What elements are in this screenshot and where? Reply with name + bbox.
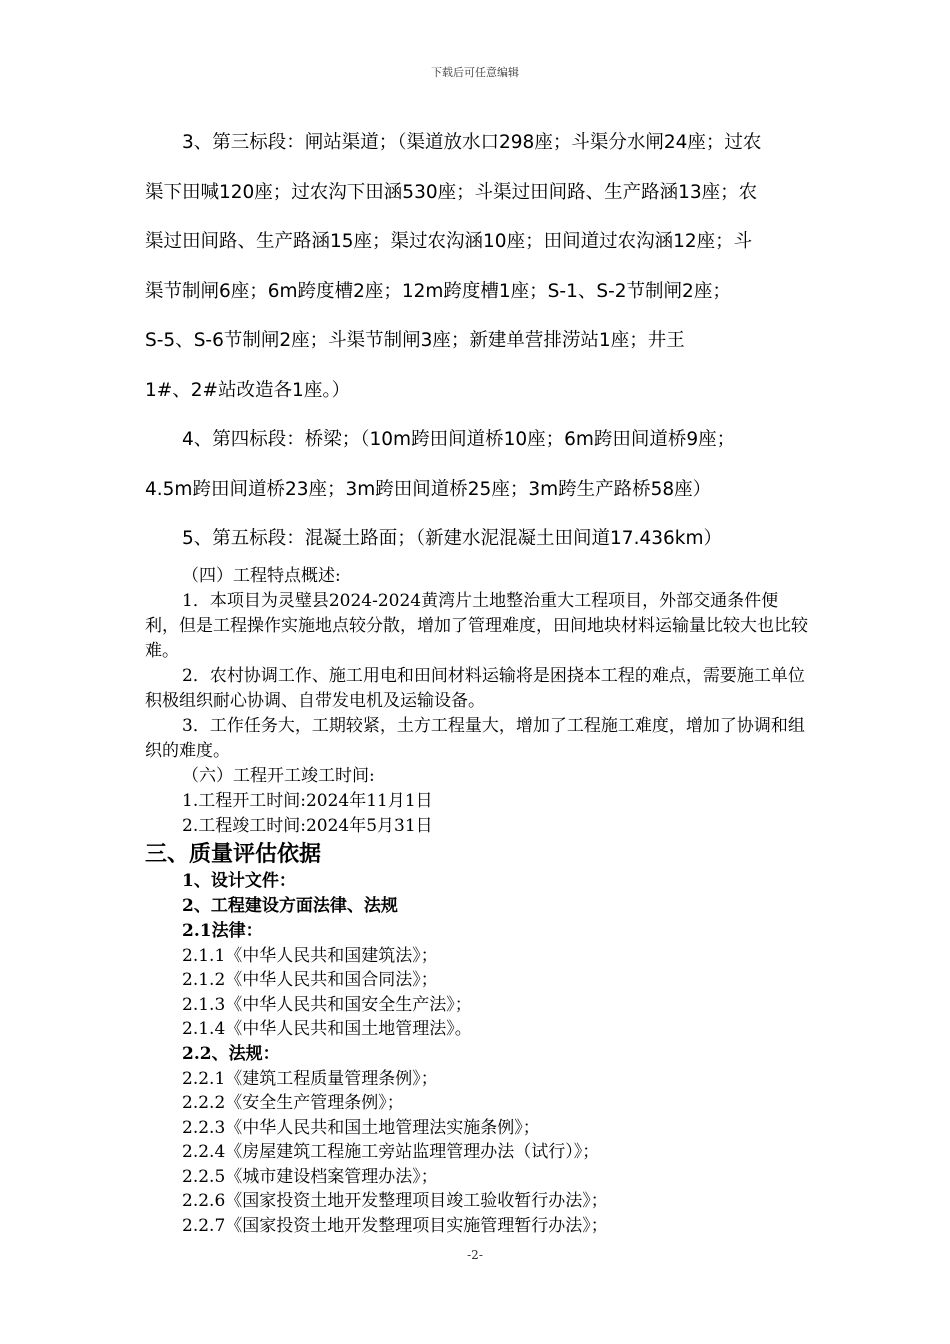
schedule-start: 1.工程开工时间:2024年11月1日 [182, 790, 433, 811]
page-header: 下载后可任意编辑 [431, 66, 519, 79]
regulation-item: 2.2.5《城市建设档案管理办法》； [182, 1166, 438, 1187]
law-title: 2.1法律： [182, 920, 263, 941]
quality-heading: 三、质量评估依据 [145, 840, 322, 867]
design-docs-title: 1、设计文件： [182, 870, 296, 891]
regulation-item: 2.2.7《国家投资土地开发整理项目实施管理暂行办法》； [182, 1215, 608, 1236]
regulation-item: 2.2.1《建筑工程质量管理条例》； [182, 1068, 438, 1089]
law-item: 2.1.2《中华人民共和国合同法》； [182, 970, 438, 990]
law-item: 2.1.4《中华人民共和国土地管理法》。 [182, 1019, 472, 1039]
section-3-line: S-5、S-6节制闸2座；斗渠节制闸3座；新建单营排涝站1座；井王 [145, 330, 685, 351]
regulation-title: 2.2、法规： [182, 1043, 280, 1064]
regulation-item: 2.2.6《国家投资土地开发整理项目竣工验收暂行办法》； [182, 1191, 608, 1211]
schedule-end: 2.工程竣工时间:2024年5月31日 [182, 815, 433, 836]
feature-item: 1．本项目为灵璧县2024-2024黄湾片土地整治重大工程项目，外部交通条件便利，但是工程操作实施地点较分散，增加了管理难度，田间地块材料运输量比较大也比较难。 [145, 590, 808, 661]
section-3-line: 1#、2#站改造各1座。） [145, 379, 351, 401]
regulation-item: 2.2.3《中华人民共和国土地管理法实施条例》； [182, 1117, 540, 1138]
section-3-line: 渠节制闸6座；6m跨度槽2座；12m跨度槽1座；S-1、S-2节制闸2座； [145, 280, 731, 302]
schedule-title: （六）工程开工竣工时间: [182, 765, 375, 786]
law-item: 2.1.1《中华人民共和国建筑法》； [182, 945, 438, 966]
regulation-item: 2.2.2《安全生产管理条例》； [182, 1093, 404, 1113]
section-3-line: 渠下田喊120座；过农沟下田涵530座；斗渠过田间路、生产路涵13座；农 [145, 181, 758, 203]
feature-item: 3．工作任务大，工期较紧，土方工程量大，增加了工程施工难度，增加了协调和组织的难度。 [145, 715, 805, 761]
section-4-line: 4.5m跨田间道桥23座；3m跨田间道桥25座；3m跨生产路桥58座） [145, 478, 712, 500]
feature-item: 2．农村协调工作、施工用电和田间材料运输将是困挠本工程的难点，需要施工单位积极组织耐心协调、自带发电机及运输设备。 [145, 665, 805, 711]
page-number: -2- [467, 1248, 483, 1262]
section-5-line: 5、第五标段：混凝土路面；（新建水泥混凝土田间道17.436km） [182, 528, 722, 549]
law-item: 2.1.3《中华人民共和国安全生产法》； [182, 994, 472, 1015]
section-3-line: 3、第三标段：闸站渠道；（渠道放水口298座；斗渠分水闸24座；过农 [182, 132, 762, 153]
features-title: （四）工程特点概述: [182, 565, 341, 586]
document-body [145, 118, 810, 1238]
laws-heading: 2、工程建设方面法律、法规 [182, 895, 398, 916]
regulation-item: 2.2.4《房屋建筑工程施工旁站监理管理办法（试行）》； [182, 1142, 600, 1162]
section-4-line: 4、第四标段：桥梁；（10m跨田间道桥10座；6m跨田间道桥9座； [182, 429, 736, 450]
section-3-line: 渠过田间路、生产路涵15座；渠过农沟涵10座；田间道过农沟涵12座；斗 [145, 231, 753, 252]
